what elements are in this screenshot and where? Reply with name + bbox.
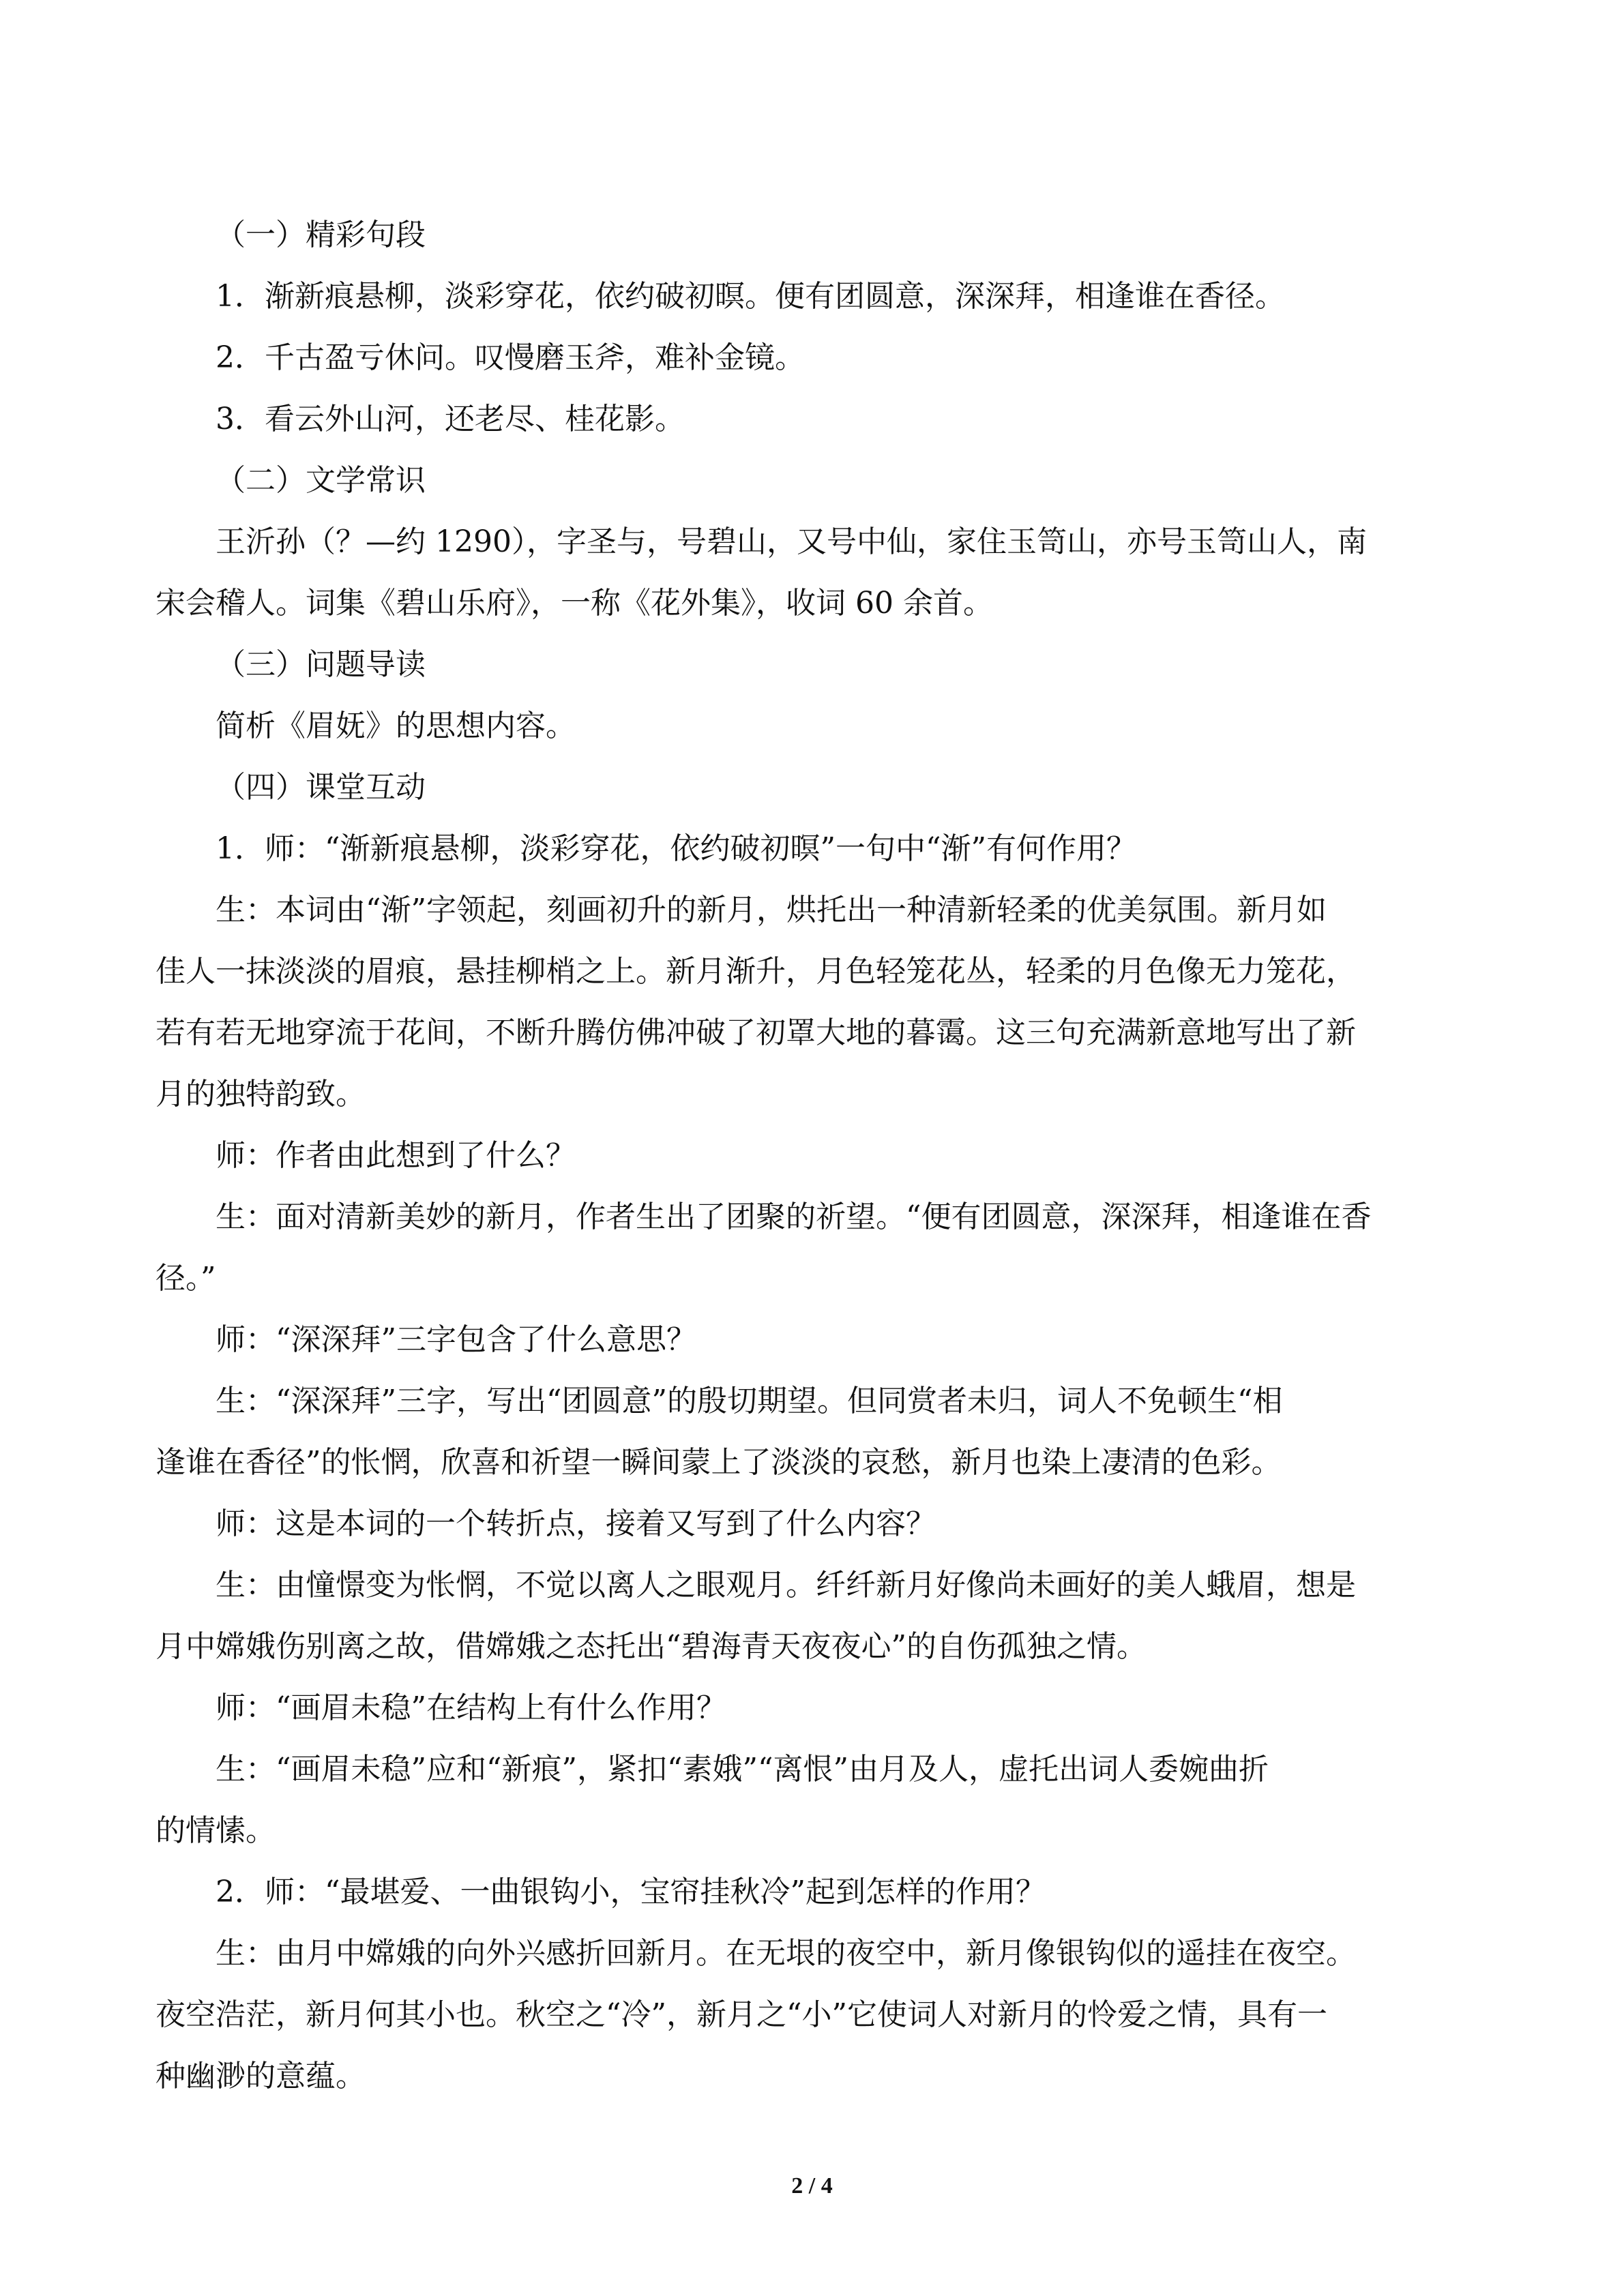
document-body [156,205,1486,2107]
text-line: 简析《眉妩》的思想内容。 [216,709,576,743]
text-line: 1．渐新痕悬柳，淡彩穿花，依约破初暝。便有团圆意，深深拜，相逢谁在香径。 [216,279,1285,314]
text-line: 师：这是本词的一个转折点，接着又写到了什么内容？ [216,1506,936,1541]
text-line: 生：“深深拜”三字，写出“团圆意”的殷切期望。但同赏者未归，词人不免顿生“相 [216,1384,1283,1418]
text-line: （三）问题导读 [216,647,426,682]
text-line: 若有若无地穿流于花间，不断升腾仿佛冲破了初罩大地的暮霭。这三句充满新意地写出了新 [156,1015,1356,1050]
text-line: 夜空浩茫，新月何其小也。秋空之“冷”，新月之“小”它使词人对新月的怜爱之情，具有一 [156,1997,1327,2032]
text-line: （一）精彩句段 [216,218,426,252]
text-line: 生：由月中嫦娥的向外兴感折回新月。在无垠的夜空中，新月像银钩似的遥挂在夜空。 [216,1936,1356,1971]
text-line: 宋会稽人。词集《碧山乐府》，一称《花外集》，收词 60 余首。 [156,586,993,621]
text-line: 月的独特韵致。 [156,1077,366,1112]
text-line: 师：“深深拜”三字包含了什么意思？ [216,1322,696,1357]
text-line: 逢谁在香径”的怅惘，欣喜和祈望一瞬间蒙上了淡淡的哀愁，新月也染上凄清的色彩。 [156,1445,1282,1480]
text-line: 生：“画眉未稳”应和“新痕”，紧扣“素娥”“离恨”由月及人，虚托出词人委婉曲折 [216,1752,1269,1787]
text-line: 生：面对清新美妙的新月，作者生出了团聚的祈望。“便有团圆意，深深拜，相逢谁在香 [216,1199,1372,1234]
text-line: 王沂孙（？—约 1290），字圣与，号碧山，又号中仙，家住玉笥山，亦号玉笥山人，南 [216,524,1367,559]
text-line: 生：本词由“渐”字领起，刻画初升的新月，烘托出一种清新轻柔的优美氛围。新月如 [216,893,1327,927]
text-line: 种幽渺的意蕴。 [156,2059,366,2093]
page-number: 2 / 4 [791,2173,833,2198]
text-line: 2．师：“最堪爱、一曲银钩小，宝帘挂秋冷”起到怎样的作用？ [216,1875,1046,1909]
text-line: 的情愫。 [156,1813,276,1848]
text-line: 月中嫦娥伤别离之故，借嫦娥之态托出“碧海青天夜夜心”的自伤孤独之情。 [156,1629,1147,1664]
text-line: 1．师：“渐新痕悬柳，淡彩穿花，依约破初暝”一句中“渐”有何作用？ [216,831,1136,866]
text-line: 径。” [156,1261,216,1296]
text-line: 佳人一抹淡淡的眉痕，悬挂柳梢之上。新月渐升，月色轻笼花丛，轻柔的月色像无力笼花， [156,954,1356,989]
text-line: 师：“画眉未稳”在结构上有什么作用？ [216,1690,726,1725]
text-line: 3．看云外山河，还老尽、桂花影。 [216,402,685,436]
text-line: 生：由憧憬变为怅惘，不觉以离人之眼观月。纤纤新月好像尚未画好的美人蛾眉，想是 [216,1568,1356,1602]
text-line: 师：作者由此想到了什么？ [216,1138,576,1173]
text-line: （二）文学常识 [216,463,426,498]
text-line: （四）课堂互动 [216,770,426,805]
text-line: 2．千古盈亏休问。叹慢磨玉斧，难补金镜。 [216,340,805,375]
